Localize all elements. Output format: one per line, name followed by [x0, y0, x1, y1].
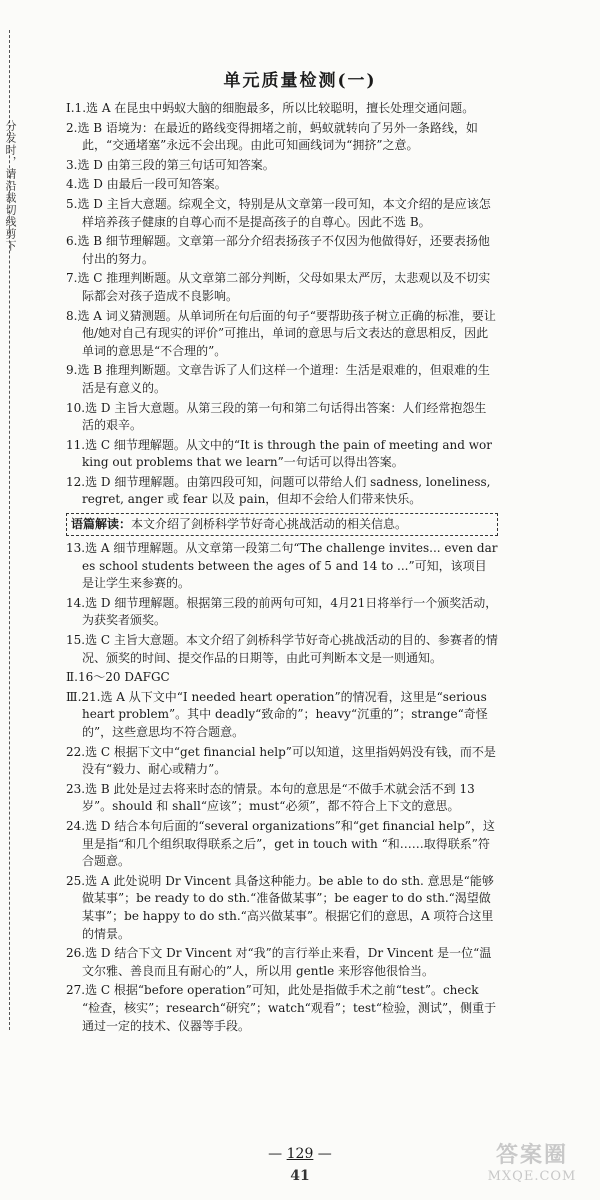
- answer-item: 4.选 D 由最后一段可知答案。: [66, 177, 227, 192]
- answer-item: Ⅰ.1.选 A 在昆虫中蚂蚁大脑的细胞最多，所以比较聪明，擅长处理交通问题。: [66, 101, 475, 115]
- answer-item: 13.选 A 细节理解题。从文章第一段第二句“The challenge invites... even dares school students between the ages of 5 and 14 to ...”可知，该项目是让学生来参赛的。: [66, 541, 498, 591]
- watermark-en: MXQE.COM: [487, 1169, 577, 1184]
- answer-item: 6.选 B 细节理解题。文章第一部分介绍表扬孩子不仅因为他做得好，还要表扬他付出的努力。: [66, 234, 490, 266]
- page-title: 单元质量检测(一): [223, 71, 377, 91]
- answer-item: 5.选 D 主旨大意题。综观全文，特别是从文章第一段可知，本文介绍的是应该怎样培养孩子健康的自尊心而不是提高孩子的自尊心。因此不选 B。: [66, 196, 491, 229]
- reading-note-tag: 语篇解读：: [71, 517, 132, 532]
- answer-item: 10.选 D 主旨大意题。从第三段的第一句和第二句话得出答案：人们经常抱怨生活的艰辛。: [66, 400, 487, 433]
- page-stamp: 41: [290, 1168, 310, 1184]
- answer-item: 2.选 B 语境为：在最近的路线变得拥堵之前，蚂蚁就转向了另外一条路线，如此，“交通堵塞”永远不会出现。由此可知画线词为“拥挤”之意。: [66, 120, 478, 153]
- answer-item: 12.选 D 细节理解题。由第四段可知，问题可以带给人们 sadness, loneliness, regret, anger 或 fear 以及 pain，但却不会给人们带来快乐。: [66, 474, 491, 507]
- answer-item: 7.选 C 推理判断题。从文章第二部分判断，父母如果太严厉，太悲观以及不切实际都会对孩子造成不良影响。: [66, 271, 491, 303]
- answer-item: 8.选 A 词义猜测题。从单词所在句后面的句子“要帮助孩子树立正确的标准，要让他/她对自己有现实的评价”可推出，单词的意思与后文表达的意思相反，因此单词的意思是“不合理的”。: [66, 308, 496, 358]
- answer-item: 11.选 C 细节理解题。从文中的“It is through the pain of meeting and working out problems that we learn”一句话可以得出答案。: [66, 437, 492, 470]
- answer-item: 9.选 B 推理判断题。文章告诉了人们这样一个道理：生活是艰难的，但艰难的生活是有意义的。: [66, 363, 490, 395]
- answer-item: 27.选 C 根据“before operation”可知，此处是指做手术之前“test”。check “检查，核实”；research“研究”；watch“观看”；test“检验，测试”，侧重于通过一定的技术、仪器等手段。: [66, 983, 497, 1033]
- answer-item: 24.选 D 结合本句后面的“several organizations”和“get financial help”，这里是指“和几个组织取得联系之后”，get in touch with “和……取得联系”符合题意。: [66, 818, 495, 869]
- answer-content: [66, 100, 498, 1037]
- answer-item: 3.选 D 由第三段的第三句话可知答案。: [66, 157, 275, 172]
- answer-item: Ⅲ.21.选 A 从下文中“I needed heart operation”的情况看，这里是“serious heart problem”。其中 deadly“致命的”；heavy“沉重的”；strange“奇怪的”，这些意思均不符合题意。: [66, 689, 488, 739]
- page-number-value: 129: [286, 1146, 314, 1162]
- answer-item: 23.选 B 此处是过去将来时态的情景。本句的意思是“不做手术就会活不到 13 岁”。should 和 shall“应该”；must“必须”，都不符合上下文的意思。: [66, 781, 475, 814]
- page-number: — 129 —: [268, 1146, 332, 1162]
- answer-list-2: [66, 540, 498, 1035]
- answer-item: 22.选 C 根据下文中“get financial help”可以知道，这里指妈妈没有钱，而不是没有“毅力、耐心或精力”。: [66, 744, 496, 777]
- watermark-cn: 答案圈: [495, 1142, 568, 1168]
- answer-item: 25.选 A 此处说明 Dr Vincent 具备这种能力。be able to do sth. 意思是“能够做某事”；be ready to do sth.“准备做某事”；be eager to do sth.“渴望做某事”；be happy to do sth.“高兴做某事”。根据它们的意思，A 项符合这里的情景。: [66, 873, 494, 941]
- answer-item: 15.选 C 主旨大意题。本文介绍了剑桥科学节好奇心挑战活动的目的、参赛者的情况、颁奖的时间、提交作品的日期等，由此可判断本文是一则通知。: [66, 633, 498, 665]
- margin-note: 分发时，请沿裁切线剪下: [4, 120, 17, 252]
- watermark: [472, 1138, 592, 1194]
- reading-note-text: 本文介绍了剑桥科学节好奇心挑战活动的相关信息。: [131, 517, 408, 532]
- answer-item: Ⅱ.16～20 DAFGC: [66, 670, 170, 685]
- reading-note-box: [66, 513, 498, 536]
- answer-list-1: [66, 100, 498, 509]
- answer-item: 14.选 D 细节理解题。根据第三段的前两句可知，4月21日将举行一个颁奖活动，为获奖者颁奖。: [66, 595, 498, 628]
- answer-item: 26.选 D 结合下文 Dr Vincent 对“我”的言行举止来看，Dr Vincent 是一位“温文尔雅、善良而且有耐心的”人，所以用 gentle 来形容他很恰当。: [66, 946, 492, 978]
